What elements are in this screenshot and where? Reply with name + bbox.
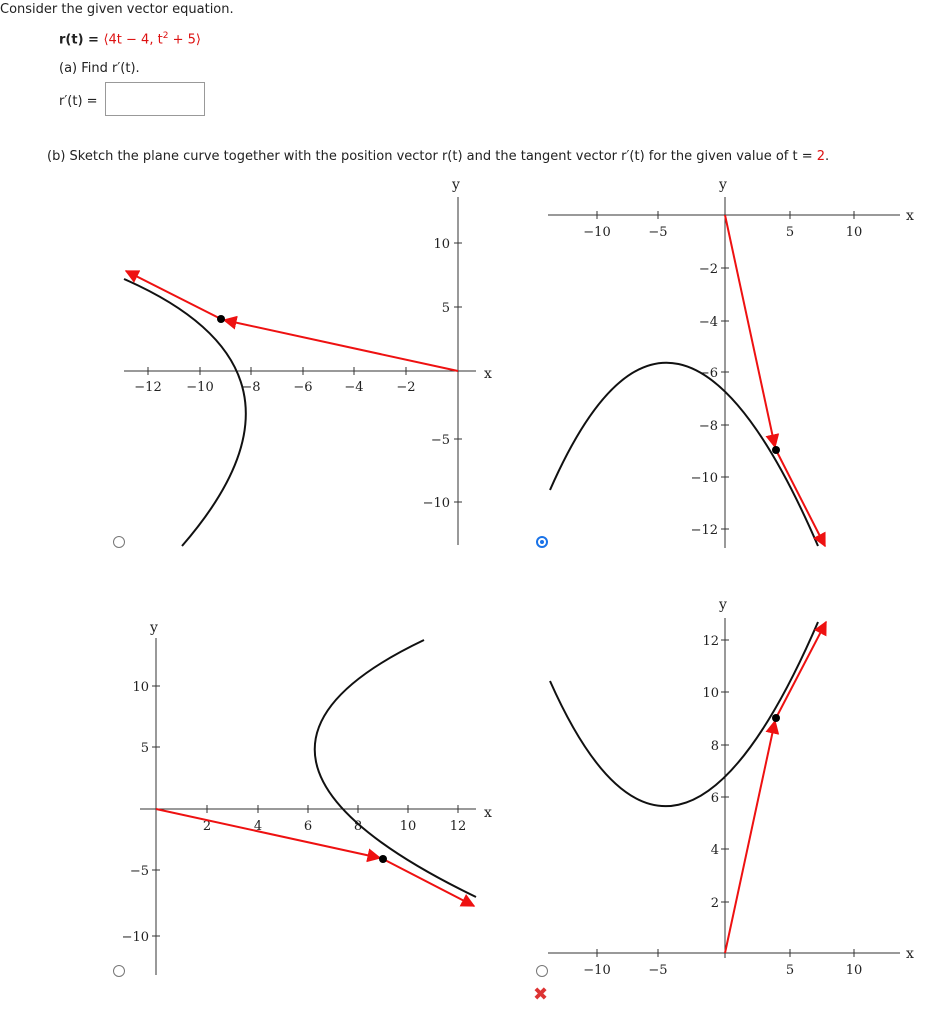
x-axis-label: x: [906, 946, 914, 962]
y-tick-label: −5: [129, 864, 149, 879]
point-on-curve: [772, 714, 780, 722]
graph-option-c: [122, 620, 492, 975]
x-tick-label: −10: [583, 225, 611, 240]
x-tick-label: 2: [202, 819, 212, 834]
x-tick-label: −6: [293, 380, 313, 395]
position-vector: [224, 320, 458, 371]
equation-sep: ,: [149, 32, 158, 48]
y-tick-label: −8: [698, 419, 718, 434]
incorrect-mark-icon: ✖: [533, 984, 549, 1005]
y-tick-label: 8: [710, 739, 719, 754]
y-tick-label: 12: [702, 634, 719, 649]
intro-text: Consider the given vector equation.: [0, 2, 234, 17]
part-a-label: r′(t) =: [59, 94, 98, 109]
x-tick-label: 12: [449, 819, 467, 834]
point-on-curve: [379, 855, 387, 863]
x-tick-label: −10: [186, 380, 214, 395]
part-a-prompt: (a) Find r′(t).: [59, 61, 140, 76]
plane-curve: [315, 640, 476, 897]
x-tick-label: 5: [785, 963, 795, 978]
y-tick-label: −2: [698, 262, 718, 277]
part-b-prefix: (b) Sketch the plane curve together with the position vector r(t) and the tangent vector r′(t) for the given value of t =: [47, 149, 817, 164]
graph-option-a: [124, 177, 492, 546]
y-tick-label: −12: [690, 523, 718, 538]
x-tick-label: −2: [396, 380, 416, 395]
x-tick-label: 6: [303, 819, 313, 834]
x-axis-label: x: [906, 208, 914, 224]
x-tick-label: −5: [648, 225, 668, 240]
y-tick-label: 2: [710, 896, 719, 911]
equation-c1: 4t − 4: [108, 32, 150, 48]
y-tick-label: 6: [710, 791, 719, 806]
x-tick-label: 10: [845, 225, 863, 240]
x-axis-label: x: [484, 805, 492, 821]
y-tick-label: −10: [690, 471, 718, 486]
y-tick-label: 4: [710, 843, 719, 858]
part-b-suffix: .: [825, 149, 830, 164]
y-axis-label: y: [150, 620, 158, 636]
y-tick-label: 10: [132, 680, 149, 695]
x-axis-label: x: [484, 366, 492, 382]
y-tick-label: −6: [698, 366, 718, 381]
x-tick-label: −12: [134, 380, 162, 395]
y-tick-label: −10: [121, 930, 149, 945]
x-tick-label: 4: [253, 819, 263, 834]
y-tick-label: 10: [433, 237, 450, 252]
position-vector: [725, 721, 775, 953]
equation-c2-rest: + 5: [168, 32, 196, 48]
y-tick-label: 5: [441, 301, 450, 316]
y-tick-label: 10: [702, 686, 719, 701]
equation-c2-base: t: [157, 32, 163, 48]
x-tick-label: 10: [845, 963, 863, 978]
part-b-t-value: 2: [816, 149, 826, 164]
equation-open: ⟨: [103, 32, 109, 48]
tangent-vector: [776, 450, 825, 546]
position-vector: [156, 809, 380, 858]
x-tick-label: −4: [344, 380, 364, 395]
graph-option-d: [548, 597, 914, 978]
tangent-vector: [126, 271, 221, 319]
x-tick-label: −5: [648, 963, 668, 978]
y-tick-label: 5: [140, 741, 149, 756]
position-vector: [725, 215, 775, 447]
point-on-curve: [217, 315, 225, 323]
y-tick-label: −5: [430, 433, 450, 448]
x-tick-label: 10: [399, 819, 417, 834]
tangent-vector: [776, 622, 826, 718]
x-tick-label: 5: [785, 225, 795, 240]
graph-option-b: [548, 177, 914, 548]
tangent-vector: [383, 859, 474, 906]
x-tick-label: 8: [353, 819, 363, 834]
y-tick-label: −10: [422, 496, 450, 511]
y-axis-label: y: [452, 177, 460, 193]
point-on-curve: [772, 446, 780, 454]
x-tick-label: −8: [241, 380, 261, 395]
equation-c2-exp: 2: [162, 31, 169, 41]
y-axis-label: y: [719, 597, 727, 613]
equation-lhs: r(t) =: [59, 32, 104, 48]
x-tick-label: −10: [583, 963, 611, 978]
plane-curve: [124, 279, 246, 546]
y-tick-label: −4: [698, 315, 718, 330]
y-axis-label: y: [719, 177, 727, 193]
equation-close: ⟩: [195, 32, 201, 48]
